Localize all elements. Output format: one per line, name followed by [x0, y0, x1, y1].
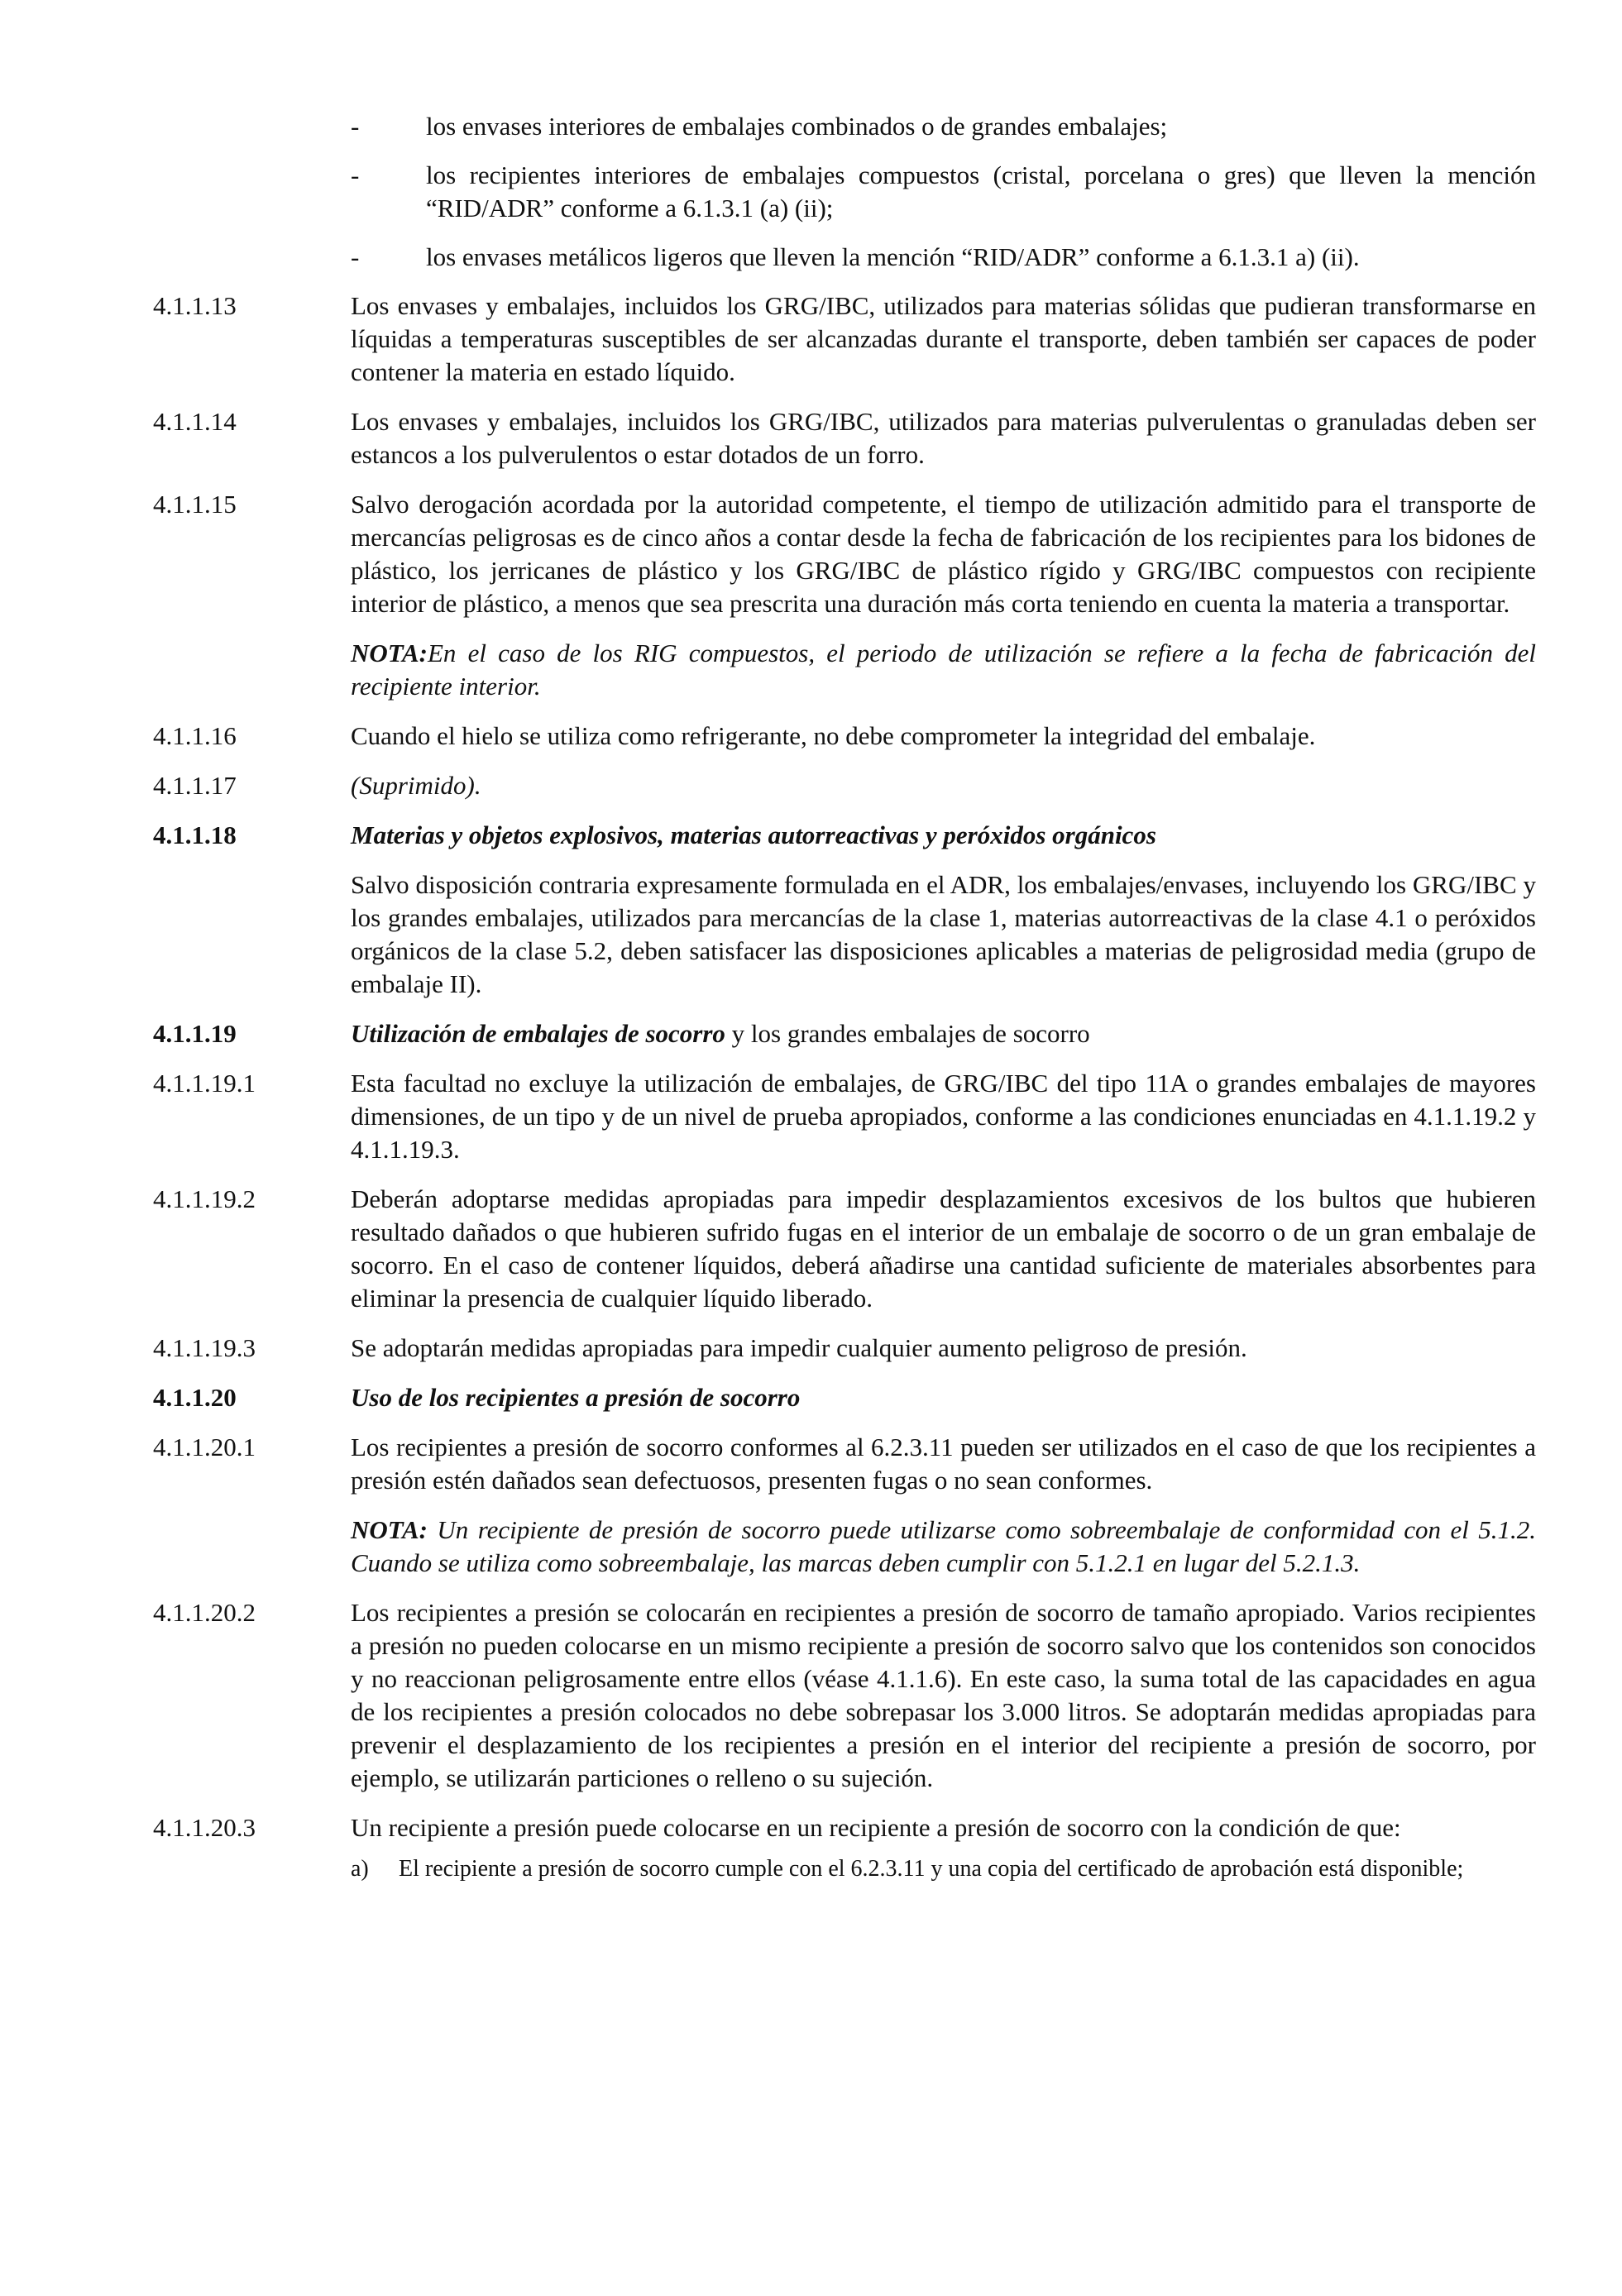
paragraph-4-1-1-14 [153, 405, 1536, 471]
paragraph-number: 4.1.1.15 [153, 490, 237, 519]
paragraph-text: Un recipiente a presión puede colocarse en un recipiente a presión de socorro con la condición de que: [351, 1813, 1401, 1842]
paragraph-text: Los envases y embalajes, incluidos los GRG/IBC, utilizados para materias sólidas que pudieran transformarse en líquidas a temperaturas susceptibles de ser alcanzadas durante el transporte, deben también ser capaces de poder contener la materia en estado líquido. [351, 291, 1536, 386]
paragraph-text: Salvo derogación acordada por la autoridad competente, el tiempo de utilización admitido para el transporte de mercancías peligrosas es de cinco años a contar desde la fecha de fabricación de los recipientes para los bidones de plástico, los jerricanes de plástico y los GRG/IBC de plástico rígido y GRG/IBC compuestos con recipiente interior de plástico, a menos que sea prescrita una duración más corta teniendo en cuenta la materia a transportar. [351, 490, 1536, 618]
list-item [153, 110, 1536, 143]
section-title: Uso de los recipientes a presión de socorro [351, 1383, 801, 1412]
paragraph-number: 4.1.1.20.2 [153, 1598, 256, 1627]
document-content [153, 110, 1536, 1901]
paragraph-number: 4.1.1.19.2 [153, 1184, 256, 1213]
note-4-1-1-20-1 [351, 1514, 1536, 1580]
paragraph-text: Los envases y embalajes, incluidos los GRG/IBC, utilizados para materias pulverulentas o granuladas deben ser estancos a los pulverulentos o estar dotados de un forro. [351, 407, 1536, 469]
paragraph-4-1-1-20-3 [153, 1811, 1536, 1884]
paragraph-number: 4.1.1.14 [153, 407, 237, 436]
paragraph-number: 4.1.1.19.1 [153, 1069, 256, 1098]
sub-item-letter: a) [351, 1856, 369, 1882]
paragraph-4-1-1-19-2 [153, 1183, 1536, 1315]
section-number: 4.1.1.19 [153, 1019, 237, 1048]
paragraph-4-1-1-17 [153, 769, 1536, 802]
section-title-emphasis: Utilización de embalajes de socorro [351, 1019, 725, 1048]
section-heading-4-1-1-20 [153, 1381, 1536, 1414]
section-heading-4-1-1-18 [153, 819, 1536, 852]
list-item-text: los recipientes interiores de embalajes compuestos (cristal, porcelana o gres) que lleven la mención “RID/ADR” conforme a 6.1.3.1 (a) (ii); [426, 160, 1536, 222]
section-title: Materias y objetos explosivos, materias autorreactivas y peróxidos orgánicos [351, 820, 1156, 849]
paragraph-text: Salvo disposición contraria expresamente formulada en el ADR, los embalajes/envases, incluyendo los GRG/IBC y los grandes embalajes, utilizados para mercancías de la clase 1, materias autorreactivas de la clase 4.1 o peróxidos orgánicos de la clase 5.2, deben satisfacer las disposiciones aplicables a materias de peligrosidad media (grupo de embalaje II). [351, 870, 1536, 998]
paragraph-text: Los recipientes a presión se colocarán en recipientes a presión de socorro de tamaño apropiado. Varios recipientes a presión no pueden colocarse en un mismo recipiente a presión de socorro salvo que los contenidos son conocidos y no reaccionan peligrosamente entre ellos (véase 4.1.1.6). En este caso, la suma total de las capacidades en agua de los recipientes a presión colocados no debe sobrepasar los 3.000 litros. Se adoptarán medidas apropiadas para prevenir el desplazamiento de los recipientes a presión en el interior del recipiente a presión de socorro, por ejemplo, se utilizarán particiones o relleno o su sujeción. [351, 1598, 1536, 1792]
paragraph-text: (Suprimido). [351, 771, 481, 800]
paragraph-text: Los recipientes a presión de socorro conformes al 6.2.3.11 pueden ser utilizados en el caso de que los recipientes a presión estén dañados sean defectuosos, presenten fugas o no sean conformes. [351, 1433, 1536, 1495]
list-item-text: los envases metálicos ligeros que lleven la mención “RID/ADR” conforme a 6.1.3.1 a) (ii). [426, 242, 1360, 271]
paragraph-4-1-1-19-1 [153, 1067, 1536, 1166]
list-dash: - [351, 160, 360, 189]
note-label: NOTA: [351, 639, 428, 667]
list-item-text: los envases interiores de embalajes combinados o de grandes embalajes; [426, 112, 1168, 141]
paragraph-4-1-1-20-1 [153, 1431, 1536, 1497]
paragraph-text: Deberán adoptarse medidas apropiadas para impedir desplazamientos excesivos de los bultos que hubieren resultado dañados o que hubieren sufrido fugas en el interior de un embalaje de socorro o de un gran embalaje de socorro. En el caso de contener líquidos, deberá añadirse una cantidad suficiente de materiales absorbentes para eliminar la presencia de cualquier líquido liberado. [351, 1184, 1536, 1313]
paragraph-4-1-1-19-3 [153, 1332, 1536, 1365]
list-item [153, 159, 1536, 225]
paragraph-number: 4.1.1.20.1 [153, 1433, 256, 1461]
list-dash: - [351, 112, 360, 141]
paragraph-4-1-1-13 [153, 289, 1536, 389]
sub-item-text: El recipiente a presión de socorro cumple con el 6.2.3.11 y una copia del certificado de aprobación está disponible; [399, 1856, 1464, 1882]
note-label: NOTA: [351, 1515, 428, 1544]
section-number: 4.1.1.18 [153, 820, 237, 849]
paragraph-number: 4.1.1.13 [153, 291, 237, 320]
list-item [153, 241, 1536, 274]
paragraph-text: Cuando el hielo se utiliza como refrigerante, no debe comprometer la integridad del embalaje. [351, 721, 1316, 750]
section-number: 4.1.1.20 [153, 1383, 237, 1412]
paragraph-4-1-1-16 [153, 720, 1536, 753]
note-text: Un recipiente de presión de socorro puede utilizarse como sobreembalaje de conformidad con el 5.1.2. Cuando se utiliza como sobreembalaje, las marcas deben cumplir con 5.1.2.1 en lugar del 5.2.1.3. [351, 1515, 1536, 1577]
paragraph-number: 4.1.1.17 [153, 771, 237, 800]
section-heading-4-1-1-19 [153, 1017, 1536, 1050]
paragraph-4-1-1-18 [153, 868, 1536, 1001]
paragraph-text: Se adoptarán medidas apropiadas para impedir cualquier aumento peligroso de presión. [351, 1333, 1247, 1362]
paragraph-number: 4.1.1.20.3 [153, 1813, 256, 1842]
paragraph-4-1-1-20-2 [153, 1596, 1536, 1795]
paragraph-4-1-1-15 [153, 488, 1536, 620]
paragraph-number: 4.1.1.16 [153, 721, 237, 750]
note-text: En el caso de los RIG compuestos, el periodo de utilización se refiere a la fecha de fabricación del recipiente interior. [351, 639, 1536, 701]
list-dash: - [351, 242, 360, 271]
paragraph-number: 4.1.1.19.3 [153, 1333, 256, 1362]
section-title-rest: y los grandes embalajes de socorro [725, 1019, 1090, 1048]
sub-item-a [351, 1854, 1536, 1884]
paragraph-text: Esta facultad no excluye la utilización de embalajes, de GRG/IBC del tipo 11A o grandes embalajes de mayores dimensiones, de un tipo y de un nivel de prueba apropiados, conforme a las condiciones enunciadas en 4.1.1.19.2 y 4.1.1.19.3. [351, 1069, 1536, 1164]
note-4-1-1-15 [351, 637, 1536, 703]
section-title [351, 1017, 1536, 1050]
